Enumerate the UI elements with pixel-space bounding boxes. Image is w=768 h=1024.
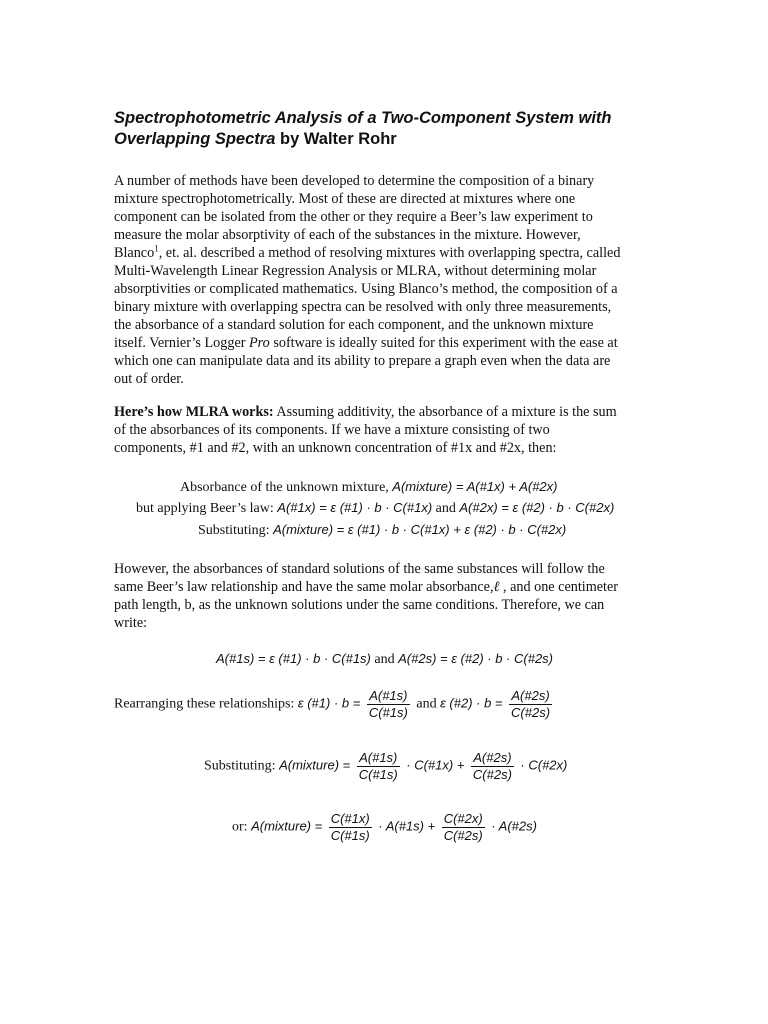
numerator: A(#2s) xyxy=(471,750,514,767)
intro-line: component can be isolated from the other or they require a Beer’s law experiment to xyxy=(114,209,593,225)
vernier-pro: Pro xyxy=(249,335,270,351)
blanco-name: Blanco xyxy=(114,245,155,261)
epsilon-symbol: ℓ xyxy=(493,579,500,595)
eq-formula: A(mixture) = ε (#1) · b · C(#1x) + ε (#2) · b · C(#2x) xyxy=(273,522,567,537)
denominator: C(#2s) xyxy=(443,828,483,843)
equation-beers-law xyxy=(136,499,614,518)
eq-lhs: A(mixture) = xyxy=(251,818,323,834)
intro-line-blanco xyxy=(114,244,659,262)
eq-formula: A(#2s) = ε (#2) · b · C(#2s) xyxy=(398,651,553,666)
eq-formula: A(#1x) = ε (#1) · b · C(#1x) xyxy=(277,500,433,515)
eq-label: or: xyxy=(232,819,248,835)
eq-label: but applying Beer’s law: xyxy=(136,501,274,516)
numerator: A(#1s) xyxy=(357,750,400,767)
mlra-label: Here’s how MLRA works: xyxy=(114,404,274,420)
however-line: write: xyxy=(114,615,148,631)
eq-lhs: A(mixture) = xyxy=(279,757,351,773)
eq-and: and xyxy=(435,501,456,516)
mlra-line: of the absorbances of its components. If we have a mixture consisting of two xyxy=(114,422,550,438)
eq-lhs: ε (#2) · b = xyxy=(440,695,503,711)
intro-line: Multi-Wavelength Linear Regression Analysis or MLRA, without determining molar xyxy=(114,263,597,279)
document-title xyxy=(114,108,674,150)
numerator: C(#2x) xyxy=(443,811,483,826)
title-byline: by Walter Rohr xyxy=(279,130,397,148)
intro-line: which one can manipulate data and its ability to prepare a graph even when the data are xyxy=(114,353,611,369)
eq-label: Substituting: xyxy=(198,523,270,538)
eq-label: Absorbance of the unknown mixture, xyxy=(180,480,389,495)
however-line2-post: , and one centimeter xyxy=(499,579,619,595)
fraction xyxy=(442,811,485,844)
eq-label: Rearranging these relationships: xyxy=(114,696,295,712)
eq-term: · A(#1s) + xyxy=(378,818,436,834)
eq-term: · C(#2x) xyxy=(520,757,568,773)
intro-line: binary mixture with overlapping spectra can be resolved with only three measurements, xyxy=(114,299,612,315)
fraction xyxy=(357,750,400,783)
vernier-post: software is ideally suited for this experiment with the ease at xyxy=(269,335,618,351)
intro-line: mixture spectrophotometrically. Most of these are directed at mixtures where one xyxy=(114,191,576,207)
equation-standards xyxy=(216,650,553,669)
vernier-pre: itself. Vernier’s Logger xyxy=(114,335,250,351)
intro-line: the absorbance of a standard solution for each component, and the unknown mixture xyxy=(114,317,594,333)
footnote-marker: 1 xyxy=(154,243,159,254)
equation-mixture-sum xyxy=(180,478,558,497)
denominator: C(#1s) xyxy=(358,767,398,782)
fraction xyxy=(509,688,552,721)
however-line xyxy=(114,578,659,596)
however-line: However, the absorbances of standard solutions of the same substances will follow the xyxy=(114,561,605,577)
eq-formula: A(#1s) = ε (#1) · b · C(#1s) xyxy=(216,651,371,666)
equation-rearranging xyxy=(114,688,555,721)
denominator: C(#2s) xyxy=(472,767,512,782)
eq-term: · C(#1x) + xyxy=(406,757,465,773)
mlra-line xyxy=(114,403,659,421)
intro-line: out of order. xyxy=(114,371,184,387)
equation-substituting xyxy=(198,521,566,540)
eq-and: and xyxy=(416,696,437,712)
fraction xyxy=(367,688,410,721)
eq-term: · A(#2s) xyxy=(491,818,537,834)
eq-lhs: ε (#1) · b = xyxy=(297,695,361,711)
intro-line: measure the molar absorptivity of each of the substances in the mixture. However, xyxy=(114,227,581,243)
intro-paragraph xyxy=(114,172,659,388)
mlra-paragraph xyxy=(114,403,659,457)
mlra-line: components, #1 and #2, with an unknown concentration of #1x and #2x, then: xyxy=(114,440,557,456)
however-paragraph xyxy=(114,560,659,632)
equation-final xyxy=(232,811,537,844)
eq-label: Substituting: xyxy=(204,758,276,774)
however-line2-pre: same Beer’s law relationship and have the same molar absorbance, xyxy=(114,579,494,595)
denominator: C(#2s) xyxy=(511,705,551,720)
intro-line: A number of methods have been developed to determine the composition of a binary xyxy=(114,173,595,189)
intro-line-vernier xyxy=(114,334,659,352)
numerator: C(#1x) xyxy=(330,811,370,826)
denominator: C(#1s) xyxy=(368,705,408,720)
numerator: A(#1s) xyxy=(367,688,410,705)
eq-and: and xyxy=(374,652,395,667)
eq-formula: A(#2x) = ε (#2) · b · C(#2x) xyxy=(459,500,615,515)
eq-formula: A(mixture) = A(#1x) + A(#2x) xyxy=(392,479,558,494)
equation-substituting-2 xyxy=(204,750,567,783)
however-line: path length, b, as the unknown solutions under the same conditions. Therefore, we can xyxy=(114,597,605,613)
denominator: C(#1s) xyxy=(330,828,370,843)
title-main: Spectrophotometric Analysis of a Two-Component System with Overlapping Spectra xyxy=(114,109,612,148)
blanco-rest: , et. al. described a method of resolving mixtures with overlapping spectra, called xyxy=(158,245,621,261)
mlra-line1-rest: Assuming additivity, the absorbance of a mixture is the sum xyxy=(273,404,617,420)
fraction xyxy=(471,750,514,783)
fraction xyxy=(329,811,372,844)
intro-line: absorptivities or complicated mathematics. Using Blanco’s method, the composition of a xyxy=(114,281,618,297)
numerator: A(#2s) xyxy=(509,688,552,705)
